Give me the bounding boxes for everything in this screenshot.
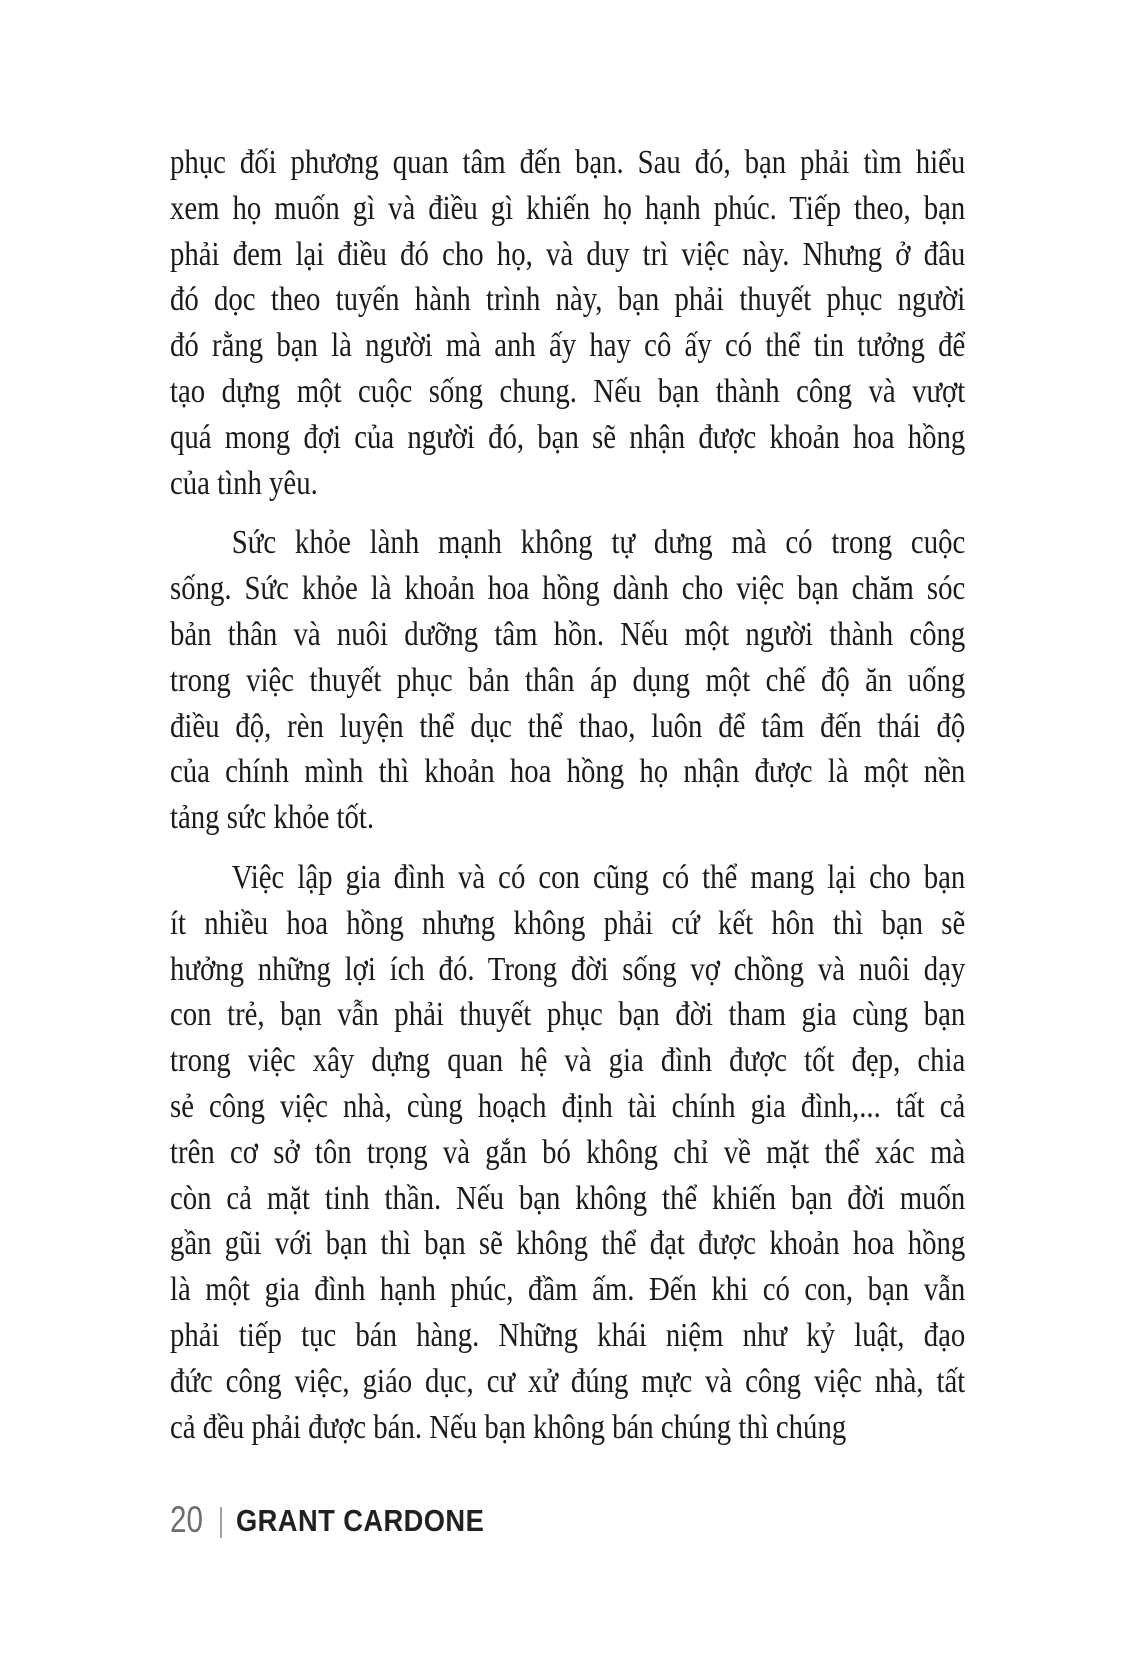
text-line: đức công việc, giáo dục, cư xử đúng mực và công việc nhà, tất (170, 1362, 966, 1400)
text-line: trong việc thuyết phục bản thân áp dụng một chế độ ăn uống (170, 661, 966, 699)
paragraph (170, 520, 965, 841)
footer-separator: | (218, 1501, 225, 1538)
text-line: quá mong đợi của người đó, bạn sẽ nhận được khoản hoa hồng (170, 418, 966, 456)
text-line: cả đều phải được bán. Nếu bạn không bán chúng thì chúng (170, 1408, 847, 1446)
text-line: trong việc xây dựng quan hệ và gia đình được tốt đẹp, chia (170, 1042, 966, 1080)
text-line: sẻ công việc nhà, cùng hoạch định tài chính gia đình,... tất cả (170, 1087, 966, 1125)
text-line: con trẻ, bạn vẫn phải thuyết phục bạn đời tham gia cùng bạn (170, 996, 966, 1034)
text-line: Việc lập gia đình và có con cũng có thể mang lại cho bạn (231, 858, 966, 896)
text-line: phục đối phương quan tâm đến bạn. Sau đó, bạn phải tìm hiểu (170, 144, 966, 181)
text-line: Sức khỏe lành mạnh không tự dưng mà có trong cuộc (231, 524, 966, 562)
text-line: xem họ muốn gì và điều gì khiến họ hạnh phúc. Tiếp theo, bạn (170, 189, 966, 227)
text-line: phải tiếp tục bán hàng. Những khái niệm như kỷ luật, đạo (170, 1316, 966, 1354)
text-line: đó rằng bạn là người mà anh ấy hay cô ấy có thể tin tưởng để (170, 327, 966, 365)
text-line: của tình yêu. (170, 464, 318, 502)
page-footer (170, 1499, 518, 1540)
text-line: phải đem lại điều đó cho họ, và duy trì việc này. Nhưng ở đâu (170, 235, 966, 273)
text-line: tảng sức khỏe tốt. (170, 799, 375, 837)
text-line: tạo dựng một cuộc sống chung. Nếu bạn thành công và vượt (170, 372, 966, 410)
book-author: GRANT CARDONE (235, 1503, 484, 1538)
text-block-inner (170, 140, 965, 1450)
text-block (170, 140, 965, 1450)
page-number: 20 (170, 1499, 203, 1540)
text-line: là một gia đình hạnh phúc, đầm ấm. Đến khi có con, bạn vẫn (170, 1271, 966, 1309)
paragraph (170, 140, 965, 506)
text-line: điều độ, rèn luyện thể dục thể thao, luôn để tâm đến thái độ (170, 707, 966, 745)
text-line: của chính mình thì khoản hoa hồng họ nhận được là một nền (170, 753, 966, 791)
text-line: hưởng những lợi ích đó. Trong đời sống vợ chồng và nuôi dạy (170, 950, 966, 988)
text-line: còn cả mặt tinh thần. Nếu bạn không thể khiến bạn đời muốn (170, 1179, 966, 1217)
text-line: bản thân và nuôi dưỡng tâm hồn. Nếu một người thành công (170, 615, 966, 653)
paragraph (170, 855, 965, 1450)
text-line: ít nhiều hoa hồng nhưng không phải cứ kết hôn thì bạn sẽ (170, 904, 966, 942)
text-line: trên cơ sở tôn trọng và gắn bó không chỉ về mặt thể xác mà (170, 1133, 966, 1171)
text-line: sống. Sức khỏe là khoản hoa hồng dành cho việc bạn chăm sóc (170, 570, 966, 608)
text-line: gần gũi với bạn thì bạn sẽ không thể đạt được khoản hoa hồng (170, 1225, 966, 1263)
text-line: đó dọc theo tuyến hành trình này, bạn phải thuyết phục người (170, 281, 966, 319)
